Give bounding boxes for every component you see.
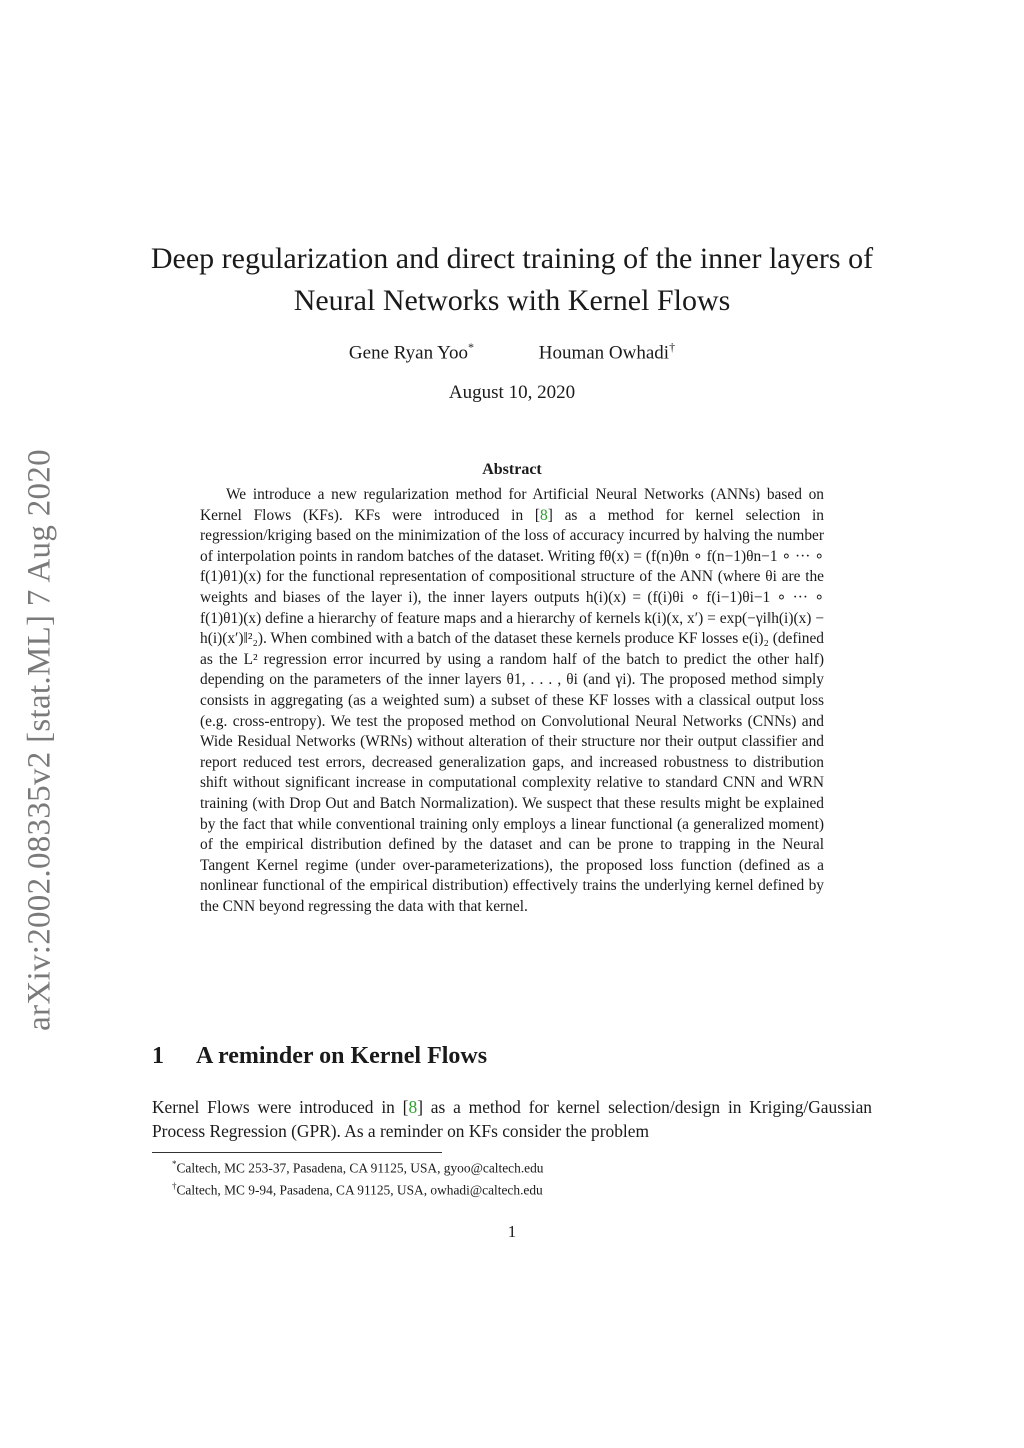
section-body-paragraph: [152, 1095, 872, 1143]
footnote-divider: [152, 1152, 442, 1153]
body-text-part-2: ] as a method for kernel selection/design in Kriging/Gaussian Process Regression (GPR). As a reminder on KFs consider the problem: [152, 1097, 872, 1141]
author-2: [539, 340, 675, 364]
footnote-2: [172, 1177, 872, 1199]
abstract-text-part-1: We introduce a new regularization method for Artificial Neural Networks (ANNs) based on Kernel Flows (KFs). KFs were introduced in [: [200, 486, 824, 524]
title-line-2: Neural Networks with Kernel Flows: [293, 284, 731, 317]
citation-link[interactable]: 8: [408, 1097, 418, 1117]
author-name: Gene Ryan Yoo: [348, 342, 468, 364]
publication-date: August 10, 2020: [448, 382, 576, 403]
body-text-part-1: Kernel Flows were introduced in [: [152, 1097, 409, 1117]
section-heading: [152, 1043, 872, 1070]
abstract-text-part-2: ] as a method for kernel selection in regression/kriging based on the minimization of the loss of accuracy incurred by halving the number of interpolation points in random batches of the dataset. Writing fθ(x) = (f(n)θn ∘ f(n−1)θn−1 ∘ ··· ∘ f(1)θ1)(x) for the functional representation of compositional structure of the ANN (where θi are the weights and biases of the layer i), the inner layers outputs h(i)(x) = (f(i)θi ∘ f(i−1)θi−1 ∘ ··· ∘ f(1)θ1)(x) define a hierarchy of feature maps and a hierarchy of kernels k(i)(x, x′) = exp(−γi‖h(i)(x) − h(i)(x′)‖²₂). When combined with a batch of the dataset these kernels produce KF losses e(i)₂ (defined as the L² regression error incurred by using a random half of the batch to predict the other half) depending on the parameters of the inner layers θ1, . . . , θi (and γi). The proposed method simply consists in aggregating (as a weighted sum) a subset of these KF losses with a classical output loss (e.g. cross-entropy). We test the proposed method on Convolutional Neural Networks (CNNs) and Wide Residual Networks (WRNs) without alteration of their structure nor their output classifier and report reduced test errors, decreased generalization gaps, and increased robustness to distribution shift without significant increase in computational complexity relative to standard CNN and WRN training (with Drop Out and Batch Normalization). We suspect that these results might be explained by the fact that while conventional training only employs a linear functional (a generalized moment) of the empirical distribution defined by the dataset and can be prone to trapping in the Neural Tangent Kernel regime (under over-parameterizations), the proposed loss function (defined as a nonlinear functional of the empirical distribution) effectively trains the underlying kernel defined by the CNN beyond regressing the data with that kernel.: [200, 506, 824, 915]
page-number: 1: [507, 1222, 517, 1241]
abstract-heading: Abstract: [482, 461, 542, 478]
author-footnote-mark[interactable]: *: [467, 340, 474, 354]
abstract-text: [200, 485, 824, 917]
author-list: [130, 340, 894, 364]
author-name: Houman Owhadi: [538, 342, 670, 364]
footnote-1: [172, 1155, 872, 1177]
footnote-text: Caltech, MC 253-37, Pasadena, CA 91125, USA, gyoo@caltech.edu: [176, 1160, 544, 1176]
footnotes: [172, 1155, 872, 1200]
paper-title: [130, 238, 894, 322]
citation-link[interactable]: 8: [540, 506, 548, 524]
author-footnote-mark[interactable]: †: [669, 340, 676, 354]
section-number: 1: [152, 1043, 164, 1069]
section-title: A reminder on Kernel Flows: [196, 1043, 488, 1069]
footnote-mark: †: [172, 1181, 177, 1192]
arxiv-identifier-stamp: arXiv:2002.08335v2 [stat.ML] 7 Aug 2020: [21, 449, 58, 1031]
footnote-mark: *: [172, 1159, 177, 1169]
author-1: [349, 340, 474, 364]
footnote-text: Caltech, MC 9-94, Pasadena, CA 91125, USA, owhadi@caltech.edu: [176, 1182, 543, 1198]
title-line-1: Deep regularization and direct training of the inner layers of: [150, 242, 874, 275]
